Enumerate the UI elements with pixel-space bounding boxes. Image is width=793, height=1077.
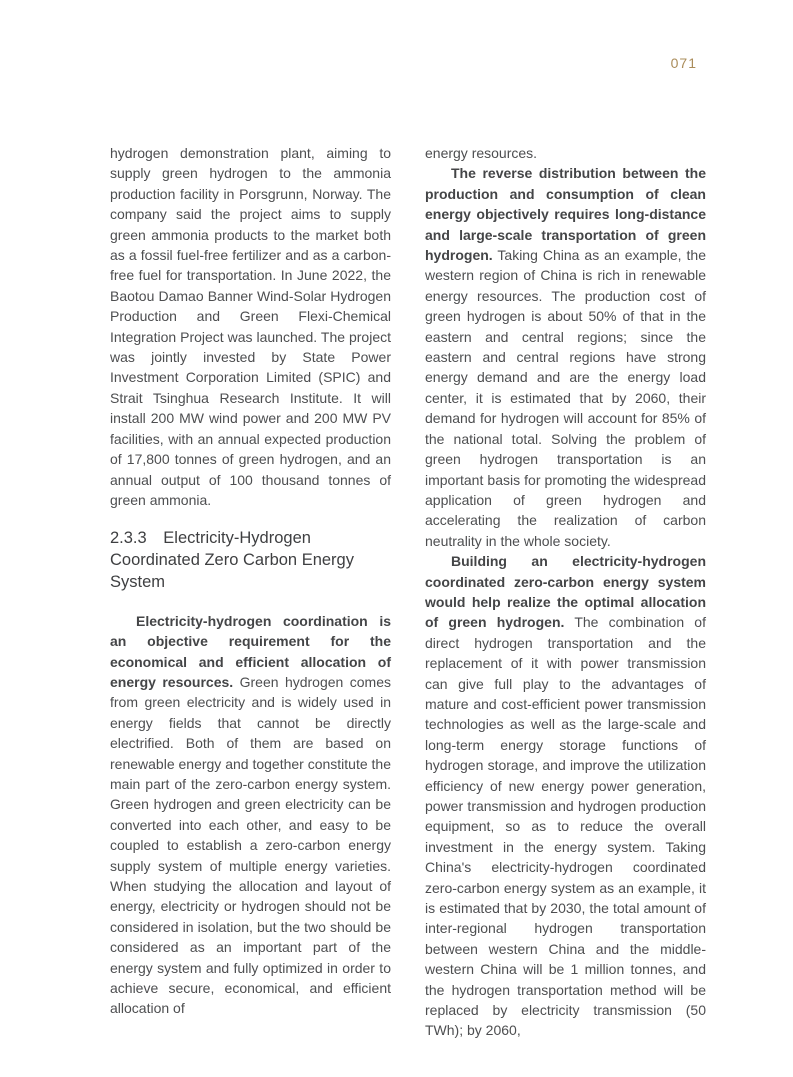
two-column-layout	[110, 143, 706, 1041]
paragraph-text: Green hydrogen comes from green electricity and is widely used in energy fields that cannot be directly electrified. Both of them are based on renewable energy and together constitute the main part of the zero-carbon energy system. Green hydrogen and green electricity can be converted into each other, and easy to be coupled to establish a zero-carbon energy supply system of multiple energy varieties. When studying the allocation and layout of energy, electricity or hydrogen should not be considered in isolation, but the two should be considered as an important part of the energy system and fully optimized in order to achieve secure, economical, and efficient allocation of	[110, 673, 391, 1017]
paragraph-text: Taking China as an example, the western region of China is rich in renewable energy resources. The production cost of green hydrogen is about 50% of that in the eastern and central regions; since the eastern and central regions have strong energy demand and are the energy load center, it is estimated that by 2060, their demand for hydrogen will account for 85% of the national total. Solving the problem of green hydrogen transportation is an important basis for promoting the widespread application of green hydrogen and accelerating the realization of carbon neutrality in the whole society.	[425, 247, 706, 549]
paragraph-tail: energy resources.	[425, 145, 538, 161]
right-column	[425, 143, 706, 1041]
paragraph	[425, 551, 706, 1041]
page-number: 071	[670, 55, 697, 71]
paragraph-text: The combination of direct hydrogen transportation and the replacement of it with power transmission can give full play to the advantages of mature and cost-efficient power transmission technologies as well as the large-scale and long-term energy storage functions of hydrogen storage, and improve the utilization efficiency of new energy power generation, power transmission and hydrogen production equipment, so as to reduce the overall investment in the energy system. Taking China's electricity-hydrogen coordinated zero-carbon energy system as an example, it is estimated that by 2030, the total amount of inter-regional hydrogen transportation between western China and the middle-western China will be 1 million tonnes, and the hydrogen transportation method will be replaced by electricity transmission (50 TWh); by 2060,	[425, 614, 706, 1039]
lead-sentence: The reverse distribution between the production and consumption of clean energy objectively requires long-distance and large-scale transportation of green hydrogen.	[425, 165, 706, 264]
paragraph-continued: hydrogen demonstration plant, aiming to supply green hydrogen to the ammonia production facility in Porsgrunn, Norway. The company said the project aims to supply green ammonia products to the market both as a fossil fuel-free fertilizer and as a carbon-free fuel for transportation. In June 2022, the Baotou Damao Banner Wind-Solar Hydrogen Production and Green Flexi-Chemical Integration Project was launched. The project was jointly invested by State Power Investment Corporation Limited (SPIC) and Strait Tsinghua Research Institute. It will install 200 MW wind power and 200 MW PV facilities, with an annual expected production of 17,800 tonnes of green hydrogen, and an annual output of 100 thousand tonnes of green ammonia.	[110, 145, 391, 508]
section-number: 2.3.3	[110, 529, 147, 548]
section-heading	[110, 528, 391, 593]
paragraph	[110, 611, 391, 1019]
lead-sentence: Electricity-hydrogen coordination is an objective requirement for the economical and efficient allocation of energy resources.	[110, 612, 391, 690]
paragraph	[425, 163, 706, 551]
section-title: Electricity-Hydrogen Coordinated Zero Carbon Energy System	[110, 529, 354, 591]
left-column	[110, 143, 391, 1041]
lead-sentence: Building an electricity-hydrogen coordinated zero-carbon energy system would help realize the optimal allocation of green hydrogen.	[425, 553, 706, 631]
